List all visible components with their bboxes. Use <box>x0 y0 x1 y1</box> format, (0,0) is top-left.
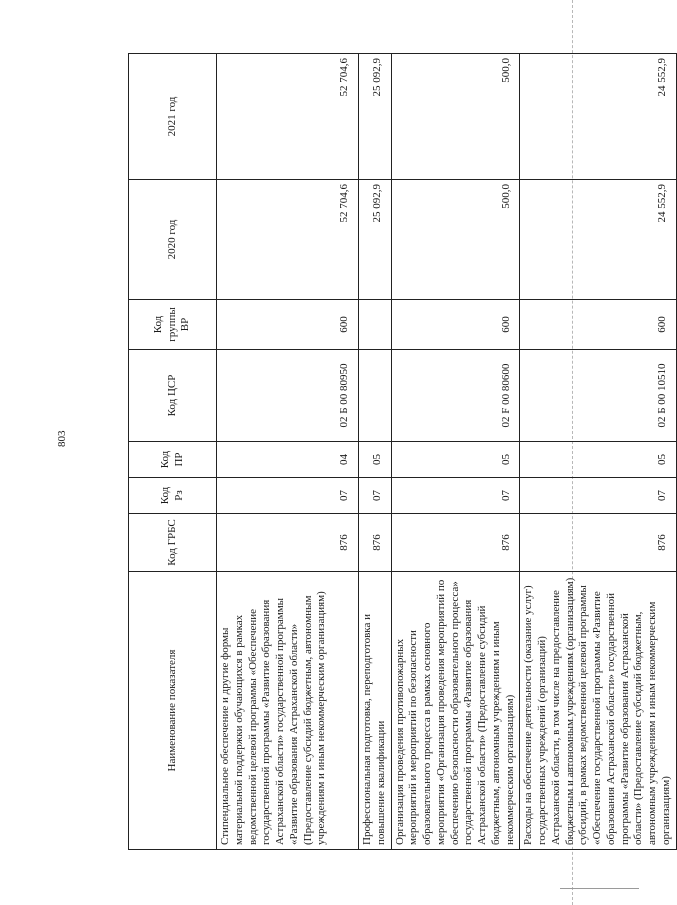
page-number: 803 <box>56 430 68 447</box>
table-row <box>520 54 676 850</box>
row-2021: 24 552,9 <box>520 54 676 180</box>
row-grbs: 876 <box>391 514 520 572</box>
row-grbs: 876 <box>217 514 359 572</box>
header-csr: Код ЦСР <box>129 350 217 442</box>
header-2020: 2020 год <box>129 180 217 300</box>
row-vr: 600 <box>520 300 676 350</box>
row-rz: 07 <box>359 478 392 514</box>
row-pr: 05 <box>391 442 520 478</box>
row-2021: 500,0 <box>391 54 520 180</box>
table-row <box>391 54 520 850</box>
row-2020: 25 092,9 <box>359 180 392 300</box>
row-name: Расходы на обеспечение деятельности (оказание услуг) государственных учреждений (организаций) Астраханской области, в том числе на предоставление бюджетным и автономным учреждениям (организациям) субсидий, в рамках ведомственной целевой программы «Обеспечение государственной программы «Развитие образования Астраханской области» государственной программы «Развитие образования Астраханской области» (Предоставление субсидий бюджетным, автономным учреждениям и иным некоммерческим организациям) <box>520 572 676 850</box>
row-csr: 02 F 00 80600 <box>391 350 520 442</box>
header-name: Наименование показателя <box>129 572 217 850</box>
row-rz: 07 <box>217 478 359 514</box>
row-name: Организация проведения противопожарных мероприятий и мероприятий по безопасности образовательного процесса в рамках основного мероприятия «Организация проведения мероприятий по обеспечению безопасности образовательного процесса» государственной программы «Развитие образования Астраханской области» (Предоставление субсидий бюджетным, автономным учреждениям и иным некоммерческим организациям) <box>391 572 520 850</box>
row-2021: 52 704,6 <box>217 54 359 180</box>
budget-table <box>128 53 677 850</box>
row-vr: 600 <box>391 300 520 350</box>
table-row <box>359 54 392 850</box>
row-2020: 500,0 <box>391 180 520 300</box>
row-name: Профессиональная подготовка, переподготовка и повышение квалификации <box>359 572 392 850</box>
row-rz: 07 <box>391 478 520 514</box>
row-rz: 07 <box>520 478 676 514</box>
row-2020: 24 552,9 <box>520 180 676 300</box>
row-grbs: 876 <box>520 514 676 572</box>
row-2021: 25 092,9 <box>359 54 392 180</box>
header-grbs: Код ГРБС <box>129 514 217 572</box>
header-vr: Код группы ВР <box>129 300 217 350</box>
header-pr: Код ПР <box>129 442 217 478</box>
row-pr: 05 <box>359 442 392 478</box>
scan-edge-line <box>560 888 639 889</box>
row-pr: 05 <box>520 442 676 478</box>
row-csr: 02 Б 00 10510 <box>520 350 676 442</box>
row-grbs: 876 <box>359 514 392 572</box>
row-vr <box>359 300 392 350</box>
row-csr <box>359 350 392 442</box>
budget-table-wrapper <box>128 54 672 850</box>
row-csr: 02 Б 00 80950 <box>217 350 359 442</box>
row-name: Стипендиальное обеспечение и другие формы материальной поддержки обучающихся в рамках ведомственной целевой программы «Обеспечение государственной программы «Развитие образования Астраханской области» государственной программы «Развитие образования Астраханской области» (Предоставление субсидий бюджетным, автономным учреждениям и иным некоммерческим организациям) <box>217 572 359 850</box>
row-pr: 04 <box>217 442 359 478</box>
table-row <box>217 54 359 850</box>
row-2020: 52 704,6 <box>217 180 359 300</box>
table-header-row <box>129 54 217 850</box>
row-vr: 600 <box>217 300 359 350</box>
header-rz: Код Рз <box>129 478 217 514</box>
header-2021: 2021 год <box>129 54 217 180</box>
